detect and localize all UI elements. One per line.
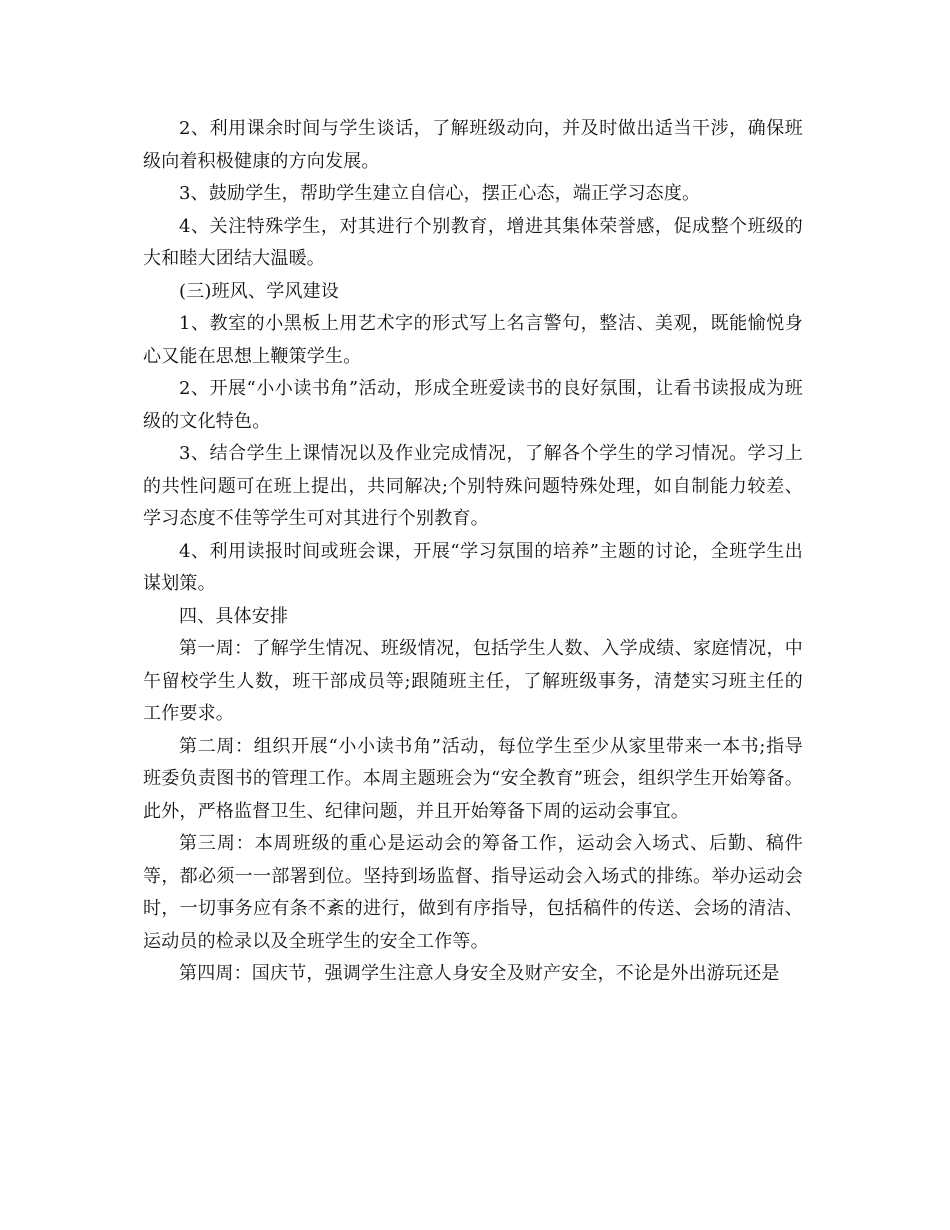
paragraph-blackboard: 1、教室的小黑板上用艺术字的形式写上名言警句，整洁、美观，既能愉悦身心又能在思想上鞭策学生。 <box>143 313 803 367</box>
paragraph-encourage-students: 3、鼓励学生，帮助学生建立自信心，摆正心态，端正学习态度。 <box>179 183 701 204</box>
document-body <box>143 113 803 991</box>
paragraph-week-two: 第二周：组织开展“小小读书角”活动，每位学生至少从家里带来一本书;指导班委负责图书的管理工作。本周主题班会为“安全教育”班会，组织学生开始筹备。此外，严格监督卫生、纪律问题，并且开始筹备下周的运动会事宜。 <box>143 735 803 822</box>
paragraph-class-meeting: 4、利用读报时间或班会课，开展“学习氛围的培养”主题的讨论，全班学生出谋划策。 <box>143 540 803 594</box>
paragraph-week-one: 第一周：了解学生情况、班级情况，包括学生人数、入学成绩、家庭情况，中午留校学生人数，班干部成员等;跟随班主任，了解班级事务，清楚实习班主任的工作要求。 <box>143 638 803 724</box>
paragraph-learning-situation: 3、结合学生上课情况以及作业完成情况，了解各个学生的学习情况。学习上的共性问题可在班上提出，共同解决;个别特殊问题特殊处理，如自制能力较差、学习态度不佳等学生可对其进行个别教育。 <box>143 443 803 529</box>
paragraph-week-three: 第三周：本周班级的重心是运动会的筹备工作，运动会入场式、后勤、稿件等，都必须一一部署到位。坚持到场监督、指导运动会入场式的排练。举办运动会时，一切事务应有条不紊的进行，做到有序指导，包括稿件的传送、会场的清洁、运动员的检录以及全班学生的安全工作等。 <box>143 833 803 952</box>
paragraph-reading-corner: 2、开展“小小读书角”活动，形成全班爱读书的良好氛围，让看书读报成为班级的文化特色。 <box>143 378 803 432</box>
paragraph-week-four: 第四周：国庆节，强调学生注意人身安全及财产安全，不论是外出游玩还是 <box>179 963 780 984</box>
paragraph-special-students: 4、关注特殊学生，对其进行个别教育，增进其集体荣誉感，促成整个班级的大和睦大团结大温暖。 <box>143 215 803 269</box>
paragraph-class-dynamics: 2、利用课余时间与学生谈话，了解班级动向，并及时做出适当干涉，确保班级向着积极健康的方向发展。 <box>143 118 803 172</box>
section-heading-class-style: (三)班风、学风建设 <box>179 280 340 302</box>
section-heading-schedule: 四、具体安排 <box>179 605 289 627</box>
